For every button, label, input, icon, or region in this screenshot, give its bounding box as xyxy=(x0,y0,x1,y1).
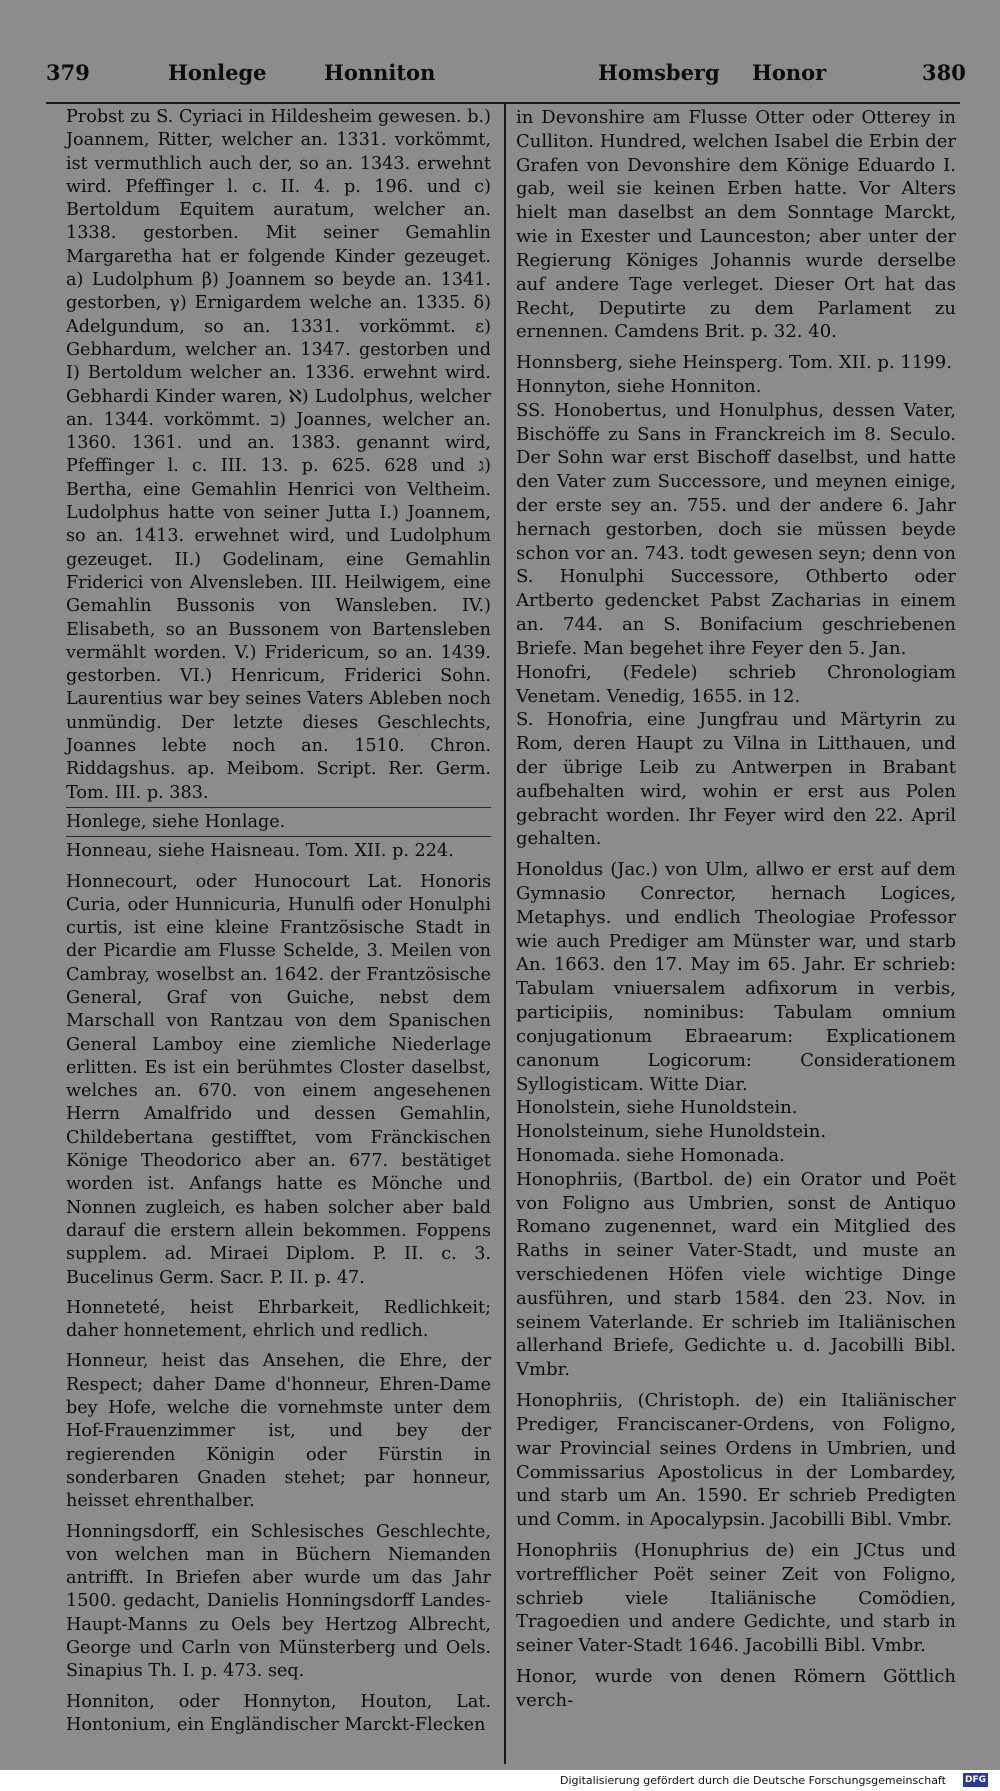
entry-separator xyxy=(66,836,491,837)
entry-honophriis-bartbol: Honophriis, (Bartbol. de) ein Orator und Poët von Foligno aus Umbrien, sonst de Antiquo Romano zugenennet, ward ein Mitglied des Raths in seiner Vater-Stadt, und muste an verschiedenen Höfen viele wichtige Dinge ausführen, und starb 1584. den 23. Nov. in seinem Vaterlande. Er schrieb im Italiänischen allerhand Briefe, Gedichte u. d. Jacobilli Bibl. Vmbr. xyxy=(516,1168,956,1381)
digitization-credit: Digitalisierung gefördert durch die Deutsche Forschungsgemeinschaft xyxy=(560,1774,946,1787)
entry-honobertus: SS. Honobertus, und Honulphus, dessen Vater, Bischöffe zu Sans in Franckreich im 8. Seculo. Der Sohn war erst Bischoff daselbst, und hatte den Vater zum Successore, und meynen einige, der erste sey an. 755. und der andere 6. Jahr hernach gestorben, doch sie müssen beyde schon vor an. 743. todt gewesen seyn; denn von S. Honulphi Successore, Othberto oder Artberto gedencket Pabst Zacharias in einem an. 744. an S. Bonifacium geschriebenen Briefe. Man begehet ihre Feyer den 5. Jan. xyxy=(516,399,956,659)
page-number-left: 379 xyxy=(46,60,90,85)
guide-word-right-2: Honor xyxy=(752,60,827,85)
entry-honnsberg: Honnsberg, siehe Heinsperg. Tom. XII. p. 1199. xyxy=(516,352,952,374)
entry-honofri: Honofri, (Fedele) schrieb Chronologiam Venetam. Venedig, 1655. in 12. xyxy=(516,661,956,707)
guide-word-left-2: Honniton xyxy=(324,60,436,85)
entry-honolsteinum: Honolsteinum, siehe Hunoldstein. xyxy=(516,1121,827,1143)
guide-word-right-1: Homsberg xyxy=(598,60,720,85)
header-rule xyxy=(46,102,960,104)
entry-honomada: Honomada. siehe Homonada. xyxy=(516,1144,785,1166)
right-column xyxy=(516,106,956,1713)
guide-word-left-1: Honlege xyxy=(168,60,267,85)
entry-honnecourt: Honnecourt, oder Hunocourt Lat. Honoris Curia, oder Hunnicuria, Hunulfi oder Honulphi curtis, ist eine kleine Frantzösische Stadt in der Picardie am Flusse Schelde, 3. Meilen von Cambray, woselbst an. 1642. der Frantzösische General, Graf von Guiche, nebst dem Marschall von Rantzau von dem Spanischen General Lamboy eine ziemliche Niederlage erlitten. Es ist ein berühmtes Closter daselbst, welches an. 670. von einem angesehenen Herrn Amalfrido und dessen Gemahlin, Childebertana gestifftet, vom Fränckischen Könige Theodorico aber an. 677. bestätiget worden ist. Anfangs hatte es Mönche und Nonnen zugleich, es haben solcher aber bald darauf die erstern allein bekommen. Foppens supplem. ad. Miraei Diplom. P. II. c. 3. Bucelinus Germ. Sacr. P. II. p. 47. xyxy=(66,871,491,1288)
entry-honnetete: Honneteté, heist Ehrbarkeit, Redlichkeit; daher honnetement, ehrlich und redlich. xyxy=(66,1297,491,1342)
entry-honneau: Honneau, siehe Haisneau. Tom. XII. p. 224. xyxy=(66,841,454,862)
entry-honningsdorff: Honningsdorff, ein Schlesisches Geschlechte, von welchen man in Büchern Niemanden antrifft. In Briefen aber wurde um das Jahr 1500. gedacht, Danielis Honningsdorff Landes-Haupt-Manns zu Oels bey Hertzog Albrecht, George und Carln von Münsterberg und Oels. Sinapius Th. I. p. 473. seq. xyxy=(66,1521,491,1682)
entry-honolstein: Honolstein, siehe Hunoldstein. xyxy=(516,1097,798,1119)
entry-honofria: S. Honofria, eine Jungfrau und Märtyrin zu Rom, deren Haupt zu Vilna in Litthauen, und der übrige Leib zu Antwerpen in Brabant aufbehalten wird, wohin er erst aus Polen gebracht worden. Ihr Feyer wird den 22. April gehalten. xyxy=(516,709,956,850)
dfg-logo: DFG xyxy=(964,1775,986,1785)
left-column xyxy=(66,106,491,1737)
entry-honor: Honor, wurde von denen Römern Göttlich verch- xyxy=(516,1666,956,1711)
column-divider xyxy=(504,104,506,1764)
entry-honneur: Honneur, heist das Ansehen, die Ehre, der Respect; daher Dame d'honneur, Ehren-Dame bey Hofe, welche die vornehmste unter dem Hof-Frauenzimmer ist, und bey der regierenden Königin oder Fürstin in sonderbaren Gnaden stehet; par honneur, heisset ehrenthalber. xyxy=(66,1351,491,1512)
entry-honniton: Honniton, oder Honnyton, Houton, Lat. Hontonium, ein Engländischer Marckt-Flecken xyxy=(66,1691,491,1735)
entry-separator xyxy=(66,807,491,808)
entry-honophriis-honuphrius: Honophriis (Honuphrius de) ein JCtus und vortrefflicher Poët seiner Zeit von Foligno, schrieb viele Italiänische Comödien, Tragoedien und andere Gedichte, und starb in seiner Vater-Stadt 1646. Jacobilli Bibl. Vmbr. xyxy=(516,1539,956,1657)
entry-continuation-honniton: in Devonshire am Flusse Otter oder Otterey in Culliton. Hundred, welchen Isabel die Erbin der Grafen von Devonshire dem Könige Eduardo I. gab, weil sie keinen Erben hatte. Vor Alters hielt man daselbst an dem Sonntage Marckt, wie in Exester und Launceston; aber unter der Regierung Königes Johannis wurde derselbe auf andere Tage verleget. Dieser Ort hat das Recht, Deputirte zu dem Parlament zu ernennen. Camdens Brit. p. 32. 40. xyxy=(516,107,956,343)
entry-honophriis-christoph: Honophriis, (Christoph. de) ein Italiänischer Prediger, Franciscaner-Ordens, von Foligno, war Provincial seines Ordens in Umbrien, und Commissarius Apostolicus in der Lombardey, und starb um An. 1590. Er schrieb Predigten und Comm. in Apocalypsin. Jacobilli Bibl. Vmbr. xyxy=(516,1390,956,1531)
entry-honlege: Honlege, siehe Honlage. xyxy=(66,811,286,832)
entry-continuation: Probst zu S. Cyriaci in Hildesheim gewesen. b.) Joannem, Ritter, welcher an. 1331. vorkömmt, ist vermuthlich auch der, so an. 1343. erwehnt wird. Pfeffinger l. c. II. 4. p. 196. und c) Bertoldum Equitem auratum, welcher an. 1338. gestorben. Mit seiner Gemahlin Margaretha hat er folgende Kinder gezeuget. a) Ludolphum β) Joannem so beyde an. 1341. gestorben, γ) Ernigardem welche an. 1335. δ) Adelgundum, so an. 1331. vorkömmt. ε) Gebhardum, welcher an. 1347. gestorben und I) Bertoldum welcher an. 1336. erwehnt wird. Gebhardi Kinder waren, ℵ) Ludolphus, welcher an. 1344. vorkömmt. ב) Joannes, welcher an. 1360. 1361. und an. 1383. genannt wird, Pfeffinger l. c. III. 13. p. 625. 628 und ג) Bertha, eine Gemahlin Henrici von Veltheim. Ludolphus hatte von seiner Jutta I.) Joannem, so an. 1413. erwehnet wird, und Ludolphum gezeuget. II.) Godelinam, eine Gemahlin Friderici von Alvensleben. III. Heilwigem, eine Gemahlin Bussonis von Wansleben. IV.) Elisabeth, so an Bussonem von Bartensleben vermählt worden. V.) Fridericum, so an. 1439. gestorben. VI.) Henricum, Friderici Sohn. Laurentius war bey seines Vaters Ableben noch unmündig. Der letzte dieses Geschlechts, Joannes lebte noch an. 1510. Chron. Riddagshus. ap. Meibom. Script. Rer. Germ. Tom. III. p. 383. xyxy=(66,107,491,803)
entry-honnyton: Honnyton, siehe Honniton. xyxy=(516,375,762,397)
page-number-right: 380 xyxy=(922,60,966,85)
running-header xyxy=(0,60,1000,100)
entry-honoldus: Honoldus (Jac.) von Ulm, allwo er erst auf dem Gymnasio Conrector, hernach Logices, Metaphys. und endlich Theologiae Professor wie auch Prediger am Münster war, und starb An. 1663. den 17. May im 65. Jahr. Er schrieb: Tabulam vniuersalem adfixorum in verbis, participiis, nominibus: Tabulam omnium conjugationum Ebraearum: Explicationem canonum Logicorum: Considerationem Syllogisticam. Witte Diar. xyxy=(516,859,956,1095)
